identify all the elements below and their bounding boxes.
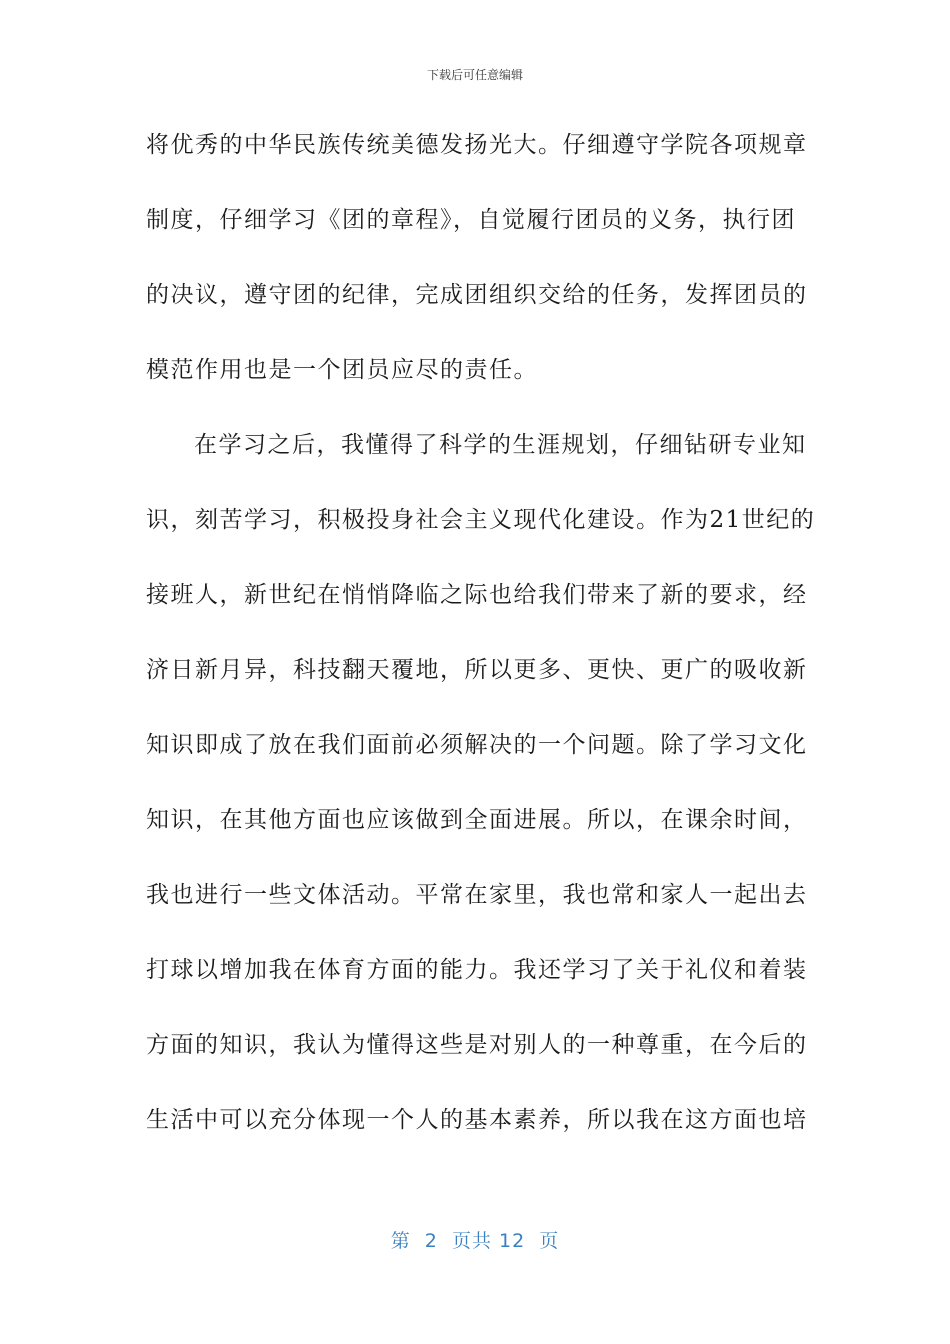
document-body [146, 124, 816, 1174]
text-line: 生活中可以充分体现一个人的基本素养，所以我在这方面也培 [146, 1107, 808, 1133]
text-line: 接班人，新世纪在悄悄降临之际也给我们带来了新的要求，经 [146, 582, 808, 608]
page-header: 下载后可任意编辑 [426, 68, 523, 82]
page-number-footer: 第 2 页共 12 页 [390, 1230, 560, 1252]
text-line: 制度，仔细学习《团的章程》，自觉履行团员的义务，执行团 [146, 207, 796, 233]
text-line: 将优秀的中华民族传统美德发扬光大。仔细遵守学院各项规章 [146, 132, 808, 158]
text-line: 我也进行一些文体活动。平常在家里，我也常和家人一起出去 [146, 882, 808, 908]
text-line: 模范作用也是一个团员应尽的责任。 [146, 357, 538, 383]
text-line: 知识，在其他方面也应该做到全面进展。所以，在课余时间， [146, 807, 808, 833]
text-line: 知识即成了放在我们面前必须解决的一个问题。除了学习文化 [146, 732, 808, 758]
text-line-paragraph-start: 在学习之后，我懂得了科学的生涯规划，仔细钻研专业知 [194, 432, 807, 458]
text-line: 识，刻苦学习，积极投身社会主义现代化建设。作为21世纪的 [146, 507, 816, 533]
text-line: 济日新月异，科技翻天覆地，所以更多、更快、更广的吸收新 [146, 657, 808, 683]
text-line: 打球以增加我在体育方面的能力。我还学习了关于礼仪和着装 [146, 957, 808, 983]
text-line: 的决议，遵守团的纪律，完成团组织交给的任务，发挥团员的 [146, 282, 808, 308]
text-line: 方面的知识，我认为懂得这些是对别人的一种尊重，在今后的 [146, 1032, 808, 1058]
